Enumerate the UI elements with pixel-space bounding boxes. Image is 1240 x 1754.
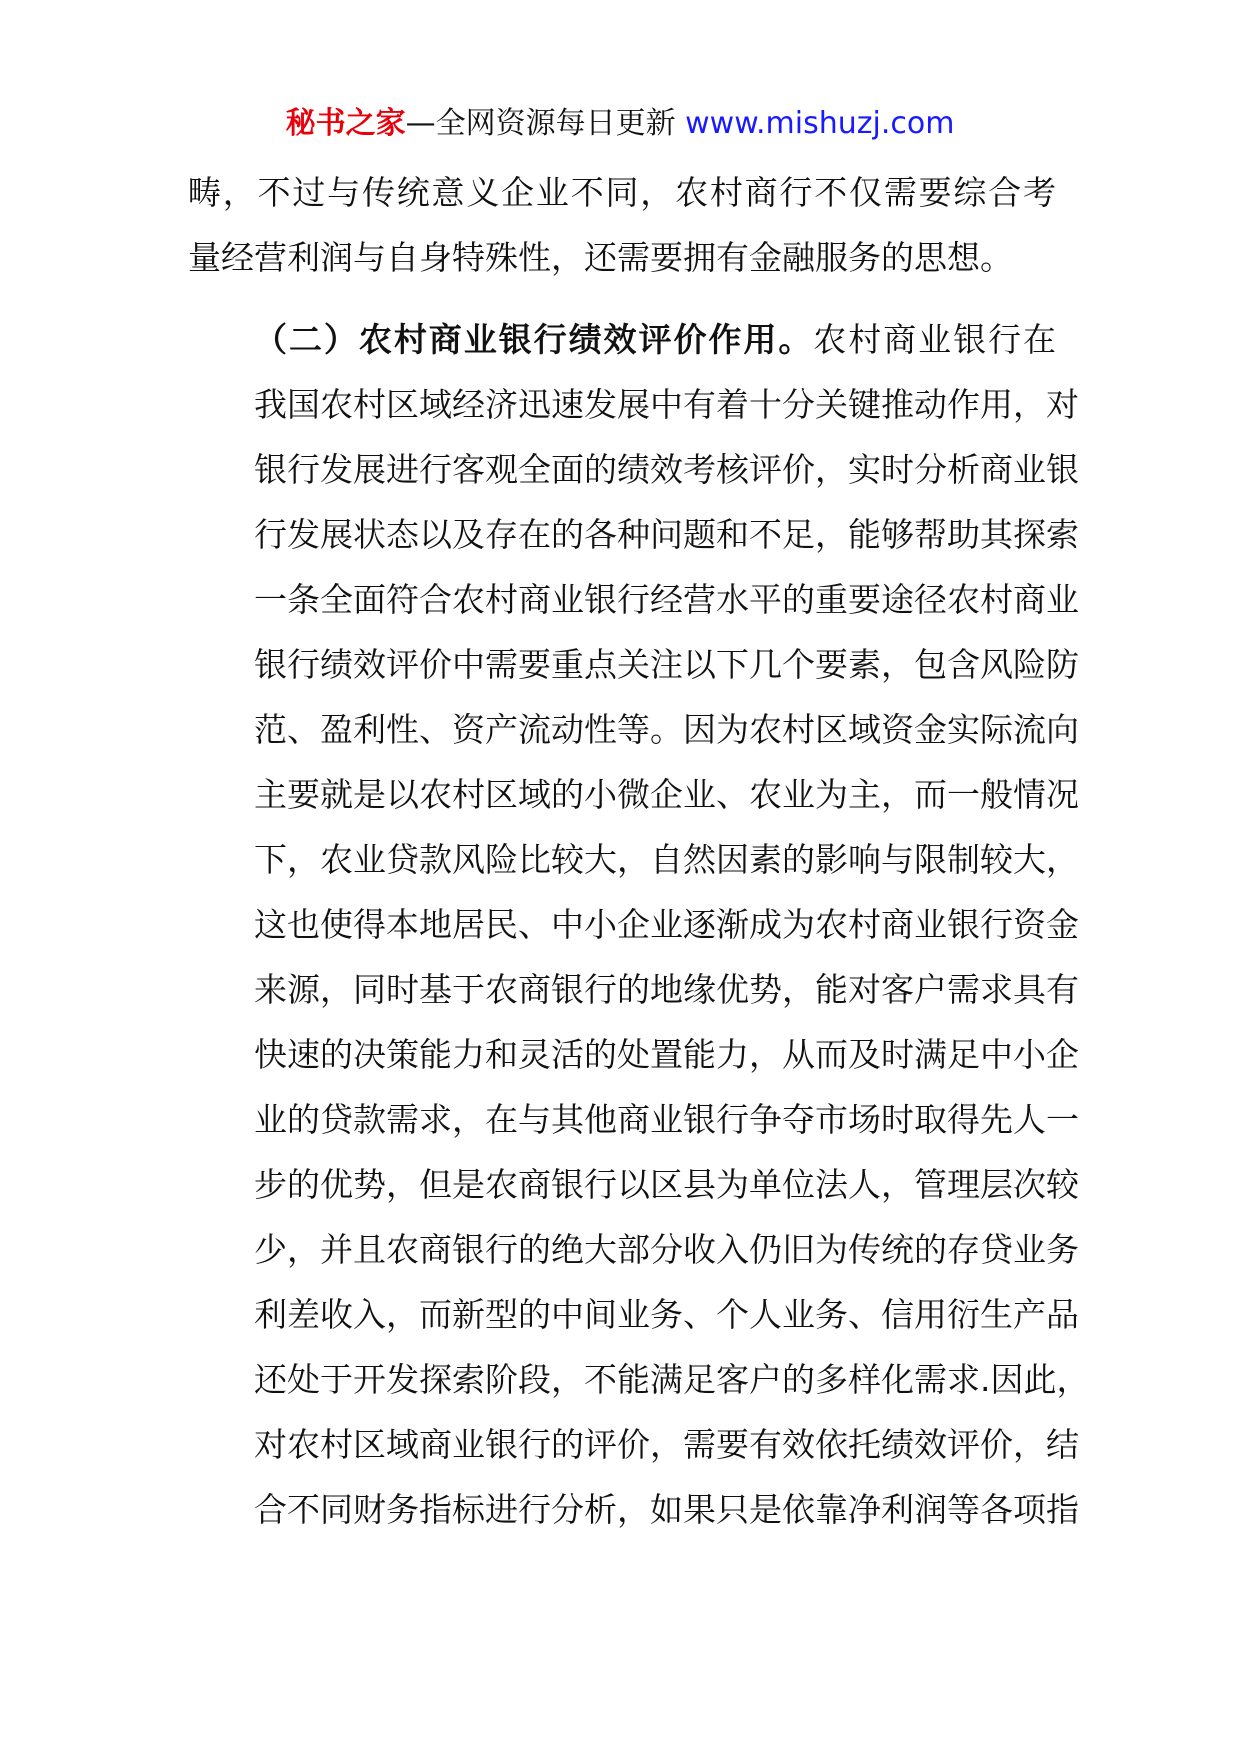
- paragraph-2-line: 快速的决策能力和灵活的处置能力，从而及时满足中小企: [254, 1035, 1079, 1074]
- paragraph-2-line: 银行绩效评价中需要重点关注以下几个要素，包含风险防: [254, 645, 1079, 684]
- section-heading: （二）农村商业银行绩效评价作用。: [254, 320, 814, 359]
- paragraph-2-line: 合不同财务指标进行分析，如果只是依靠净利润等各项指: [254, 1490, 1079, 1529]
- paragraph-2-line: 主要就是以农村区域的小微企业、农业为主，而一般情况: [254, 775, 1079, 814]
- paragraph-1-line: 畴，不过与传统意义企业不同，农村商行不仅需要综合考: [188, 173, 1056, 212]
- paragraph-2-line: 下，农业贷款风险比较大，自然因素的影响与限制较大，: [254, 840, 1079, 879]
- paragraph-2-line: 还处于开发探索阶段，不能满足客户的多样化需求.因此，: [254, 1360, 1090, 1399]
- paragraph-1: [188, 160, 1056, 290]
- paragraph-2-line: 来源，同时基于农商银行的地缘优势，能对客户需求具有: [254, 970, 1079, 1009]
- watermark-header: [0, 104, 1240, 144]
- paragraph-2-line: 步的优势，但是农商银行以区县为单位法人，管理层次较: [254, 1165, 1079, 1204]
- paragraph-1-line: 量经营利润与自身特殊性，还需要拥有金融服务的思想。: [188, 238, 1013, 277]
- paragraph-2-first-line: [188, 307, 1056, 372]
- paragraph-2-line: 少，并且农商银行的绝大部分收入仍旧为传统的存贷业务: [254, 1230, 1079, 1269]
- paragraph-2-line: 银行发展进行客观全面的绩效考核评价，实时分析商业银: [254, 450, 1079, 489]
- paragraph-2-line: 范、盈利性、资产流动性等。因为农村区域资金实际流向: [254, 710, 1079, 749]
- header-tagline: —全网资源每日更新: [405, 106, 686, 141]
- paragraph-2-line: 一条全面符合农村商业银行经营水平的重要途径农村商业: [254, 580, 1079, 619]
- paragraph-2-line: 我国农村区域经济迅速发展中有着十分关键推动作用，对: [254, 385, 1079, 424]
- paragraph-2-line: 行发展状态以及存在的各种问题和不足，能够帮助其探索: [254, 515, 1079, 554]
- site-url-link[interactable]: www.mishuzj.com: [685, 106, 955, 141]
- paragraph-2-line: 对农村区域商业银行的评价，需要有效依托绩效评价，结: [254, 1425, 1079, 1464]
- paragraph-2-first-line-text: 农村商业银行在: [813, 320, 1057, 359]
- brand-name: 秘书之家: [285, 106, 406, 141]
- paragraph-2-line: 利差收入，而新型的中间业务、个人业务、信用衍生产品: [254, 1295, 1079, 1334]
- paragraph-2-line: 这也使得本地居民、中小企业逐渐成为农村商业银行资金: [254, 905, 1079, 944]
- paragraph-2-line: 业的贷款需求，在与其他商业银行争夺市场时取得先人一: [254, 1100, 1079, 1139]
- paragraph-2: [188, 307, 1090, 1542]
